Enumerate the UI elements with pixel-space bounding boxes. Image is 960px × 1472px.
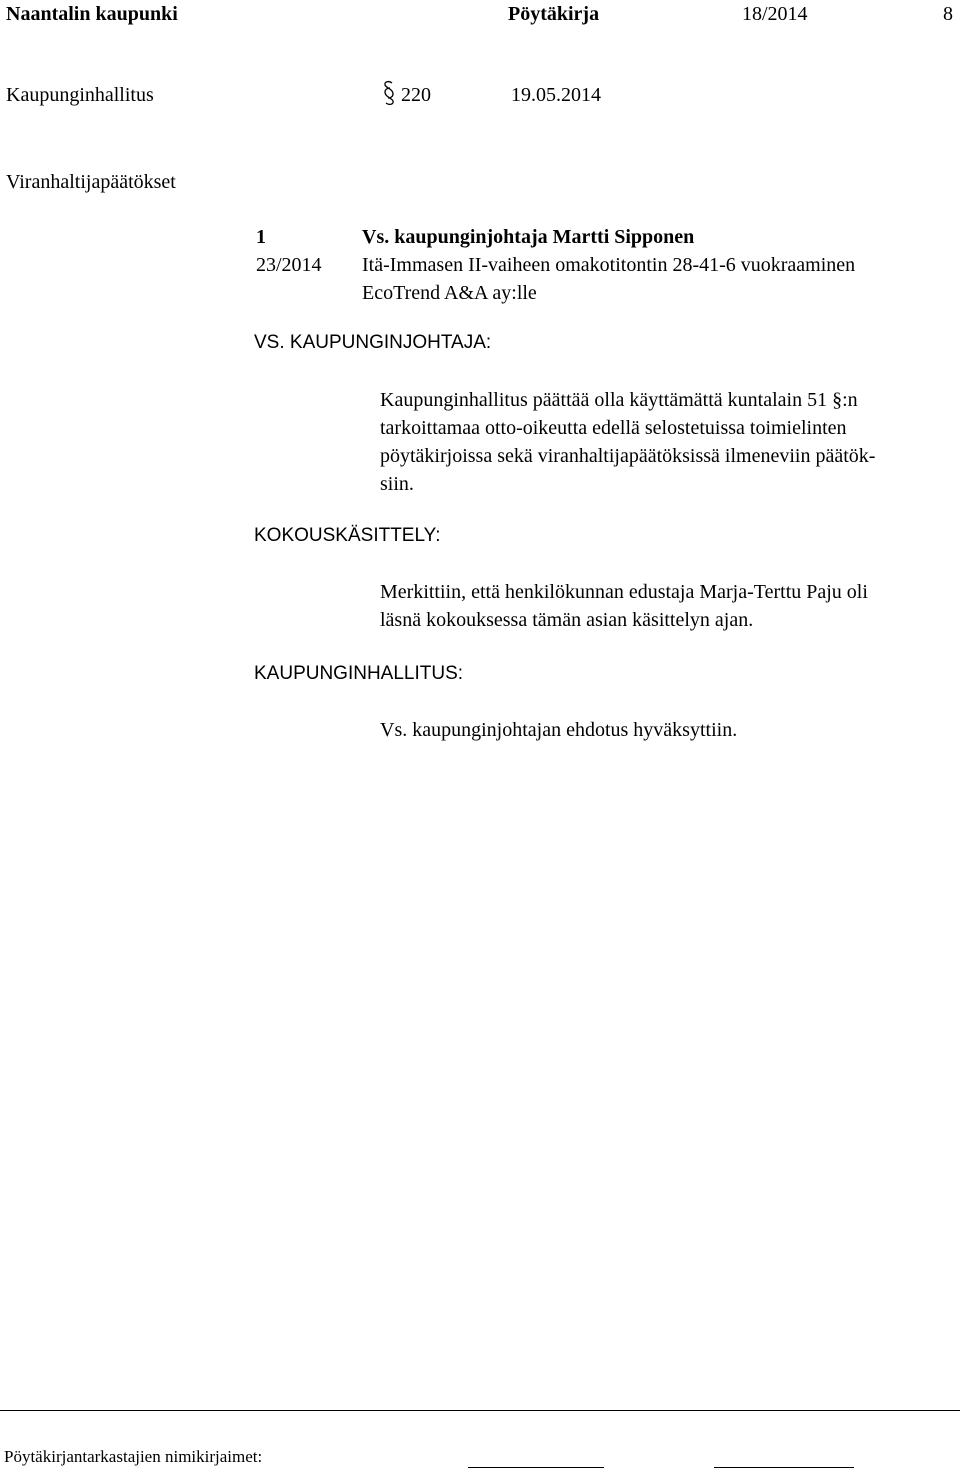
subject-line: Itä-Immasen II-vaiheen omakotitontin 28-41-6 vuokraaminen	[362, 254, 856, 276]
proposal-line: Kaupunginhallitus päättää olla käyttämättä kuntalain 51 §:n	[380, 389, 858, 411]
document-number: 18/2014	[742, 3, 808, 25]
section-sign-icon	[382, 80, 396, 106]
discussion-line: läsnä kokouksessa tämän asian käsittelyn ajan.	[380, 609, 754, 631]
subject-line: EcoTrend A&A ay:lle	[362, 282, 537, 304]
footer-divider	[0, 1410, 960, 1411]
decision-number: 23/2014	[256, 254, 322, 276]
proposal-heading: VS. KAUPUNGINJOHTAJA:	[254, 332, 492, 353]
decision-text: Vs. kaupunginjohtajan ehdotus hyväksyttiin.	[380, 719, 738, 741]
discussion-heading: KOKOUSKÄSITTELY:	[254, 525, 441, 546]
signature-label: Pöytäkirjantarkastajien nimikirjaimet:	[4, 1447, 263, 1466]
proposal-line: siin.	[380, 473, 414, 495]
discussion-line: Merkittiin, että henkilökunnan edustaja Marja-Terttu Paju oli	[380, 581, 868, 603]
document-type: Pöytäkirja	[508, 3, 600, 25]
organization-name: Naantalin kaupunki	[6, 3, 178, 25]
discussion-text	[380, 580, 868, 636]
section-number: 220	[401, 84, 431, 106]
item-number: 1	[256, 226, 266, 248]
meeting-date: 19.05.2014	[511, 84, 601, 106]
signature-line	[468, 1467, 604, 1468]
item-title: Vs. kaupunginjohtaja Martti Sipponen	[362, 226, 695, 248]
proposal-line: pöytäkirjoissa sekä viranhaltijapäätöksissä ilmeneviin päätök-	[380, 445, 876, 467]
governing-body: Kaupunginhallitus	[6, 84, 154, 106]
category-heading: Viranhaltijapäätökset	[6, 171, 176, 193]
proposal-text	[380, 388, 955, 500]
proposal-line: tarkoittamaa otto-oikeutta edellä selostetuissa toimielinten	[380, 417, 847, 439]
page-number: 8	[943, 3, 953, 25]
decision-heading: KAUPUNGINHALLITUS:	[254, 663, 464, 684]
signature-line	[714, 1467, 854, 1468]
